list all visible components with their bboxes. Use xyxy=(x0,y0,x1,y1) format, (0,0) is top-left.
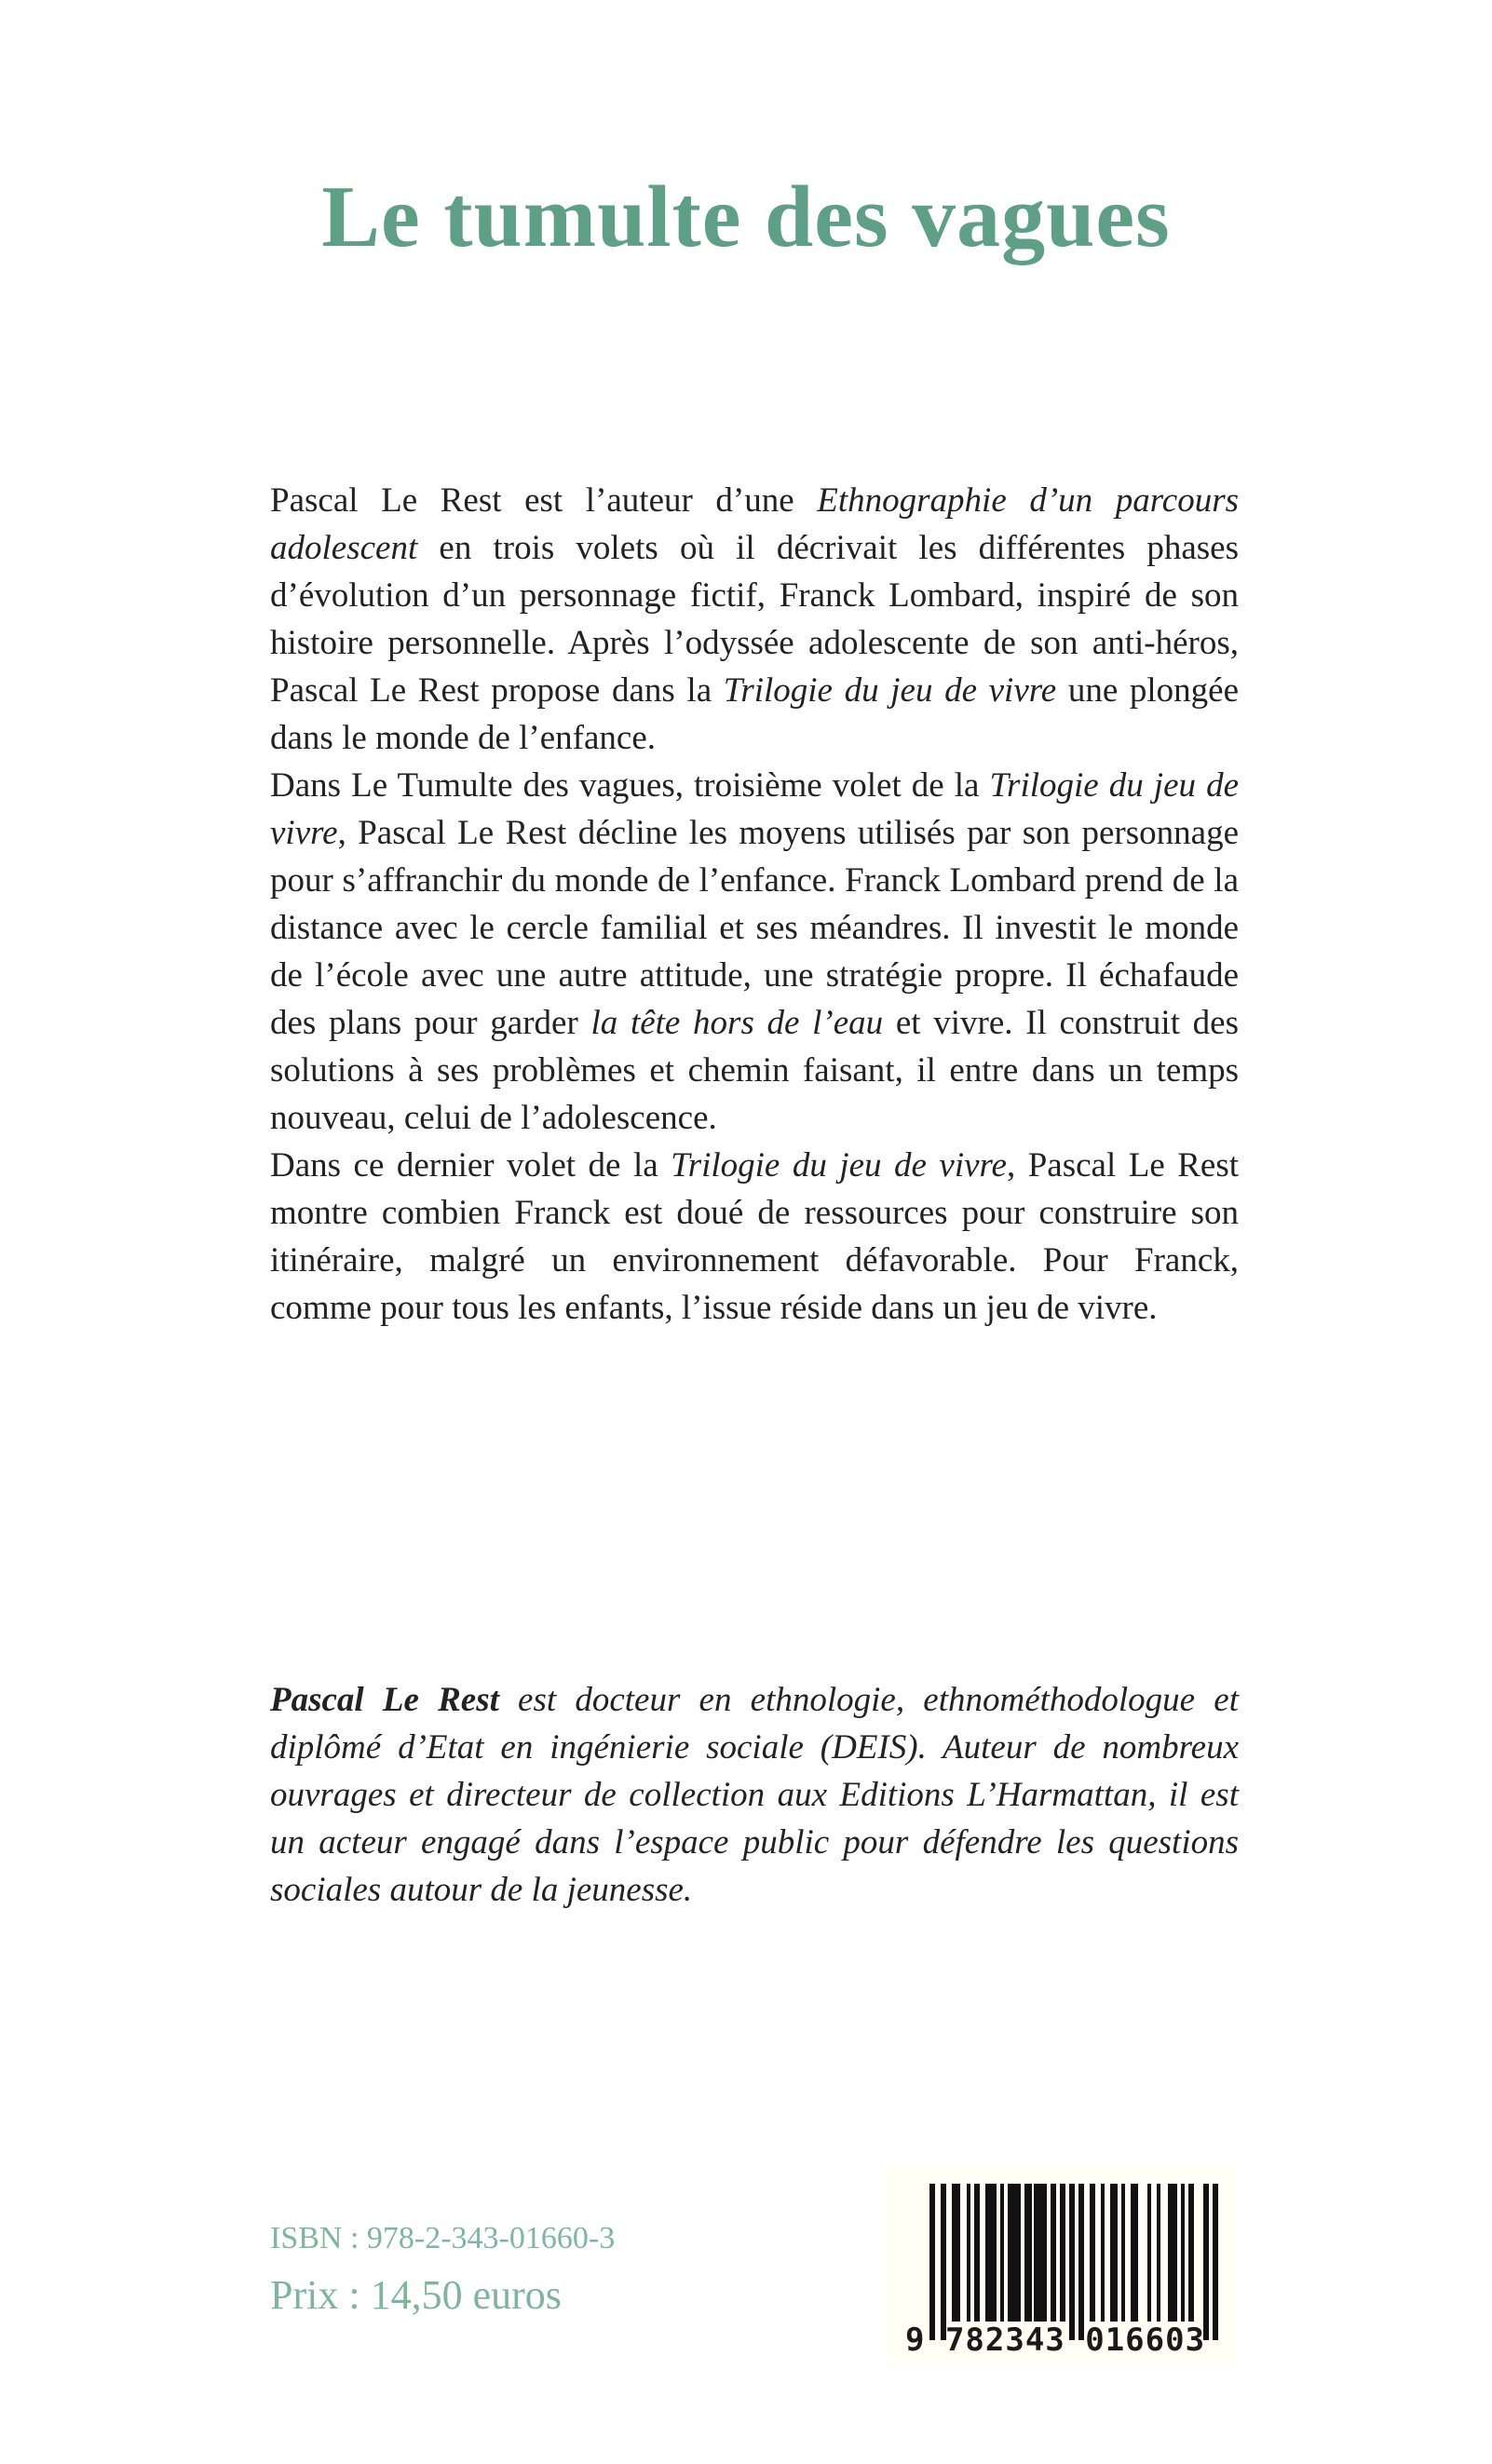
blurb-text: en trois volets où il décrivait les différentes phases d’évolution d’un personnage fictif, Franck Lombard, inspiré de son histoire personnelle. Après l’odyssée adolescente de son anti-héros, Pascal Le Rest propose dans la xyxy=(270,529,1239,710)
back-cover-blurb xyxy=(270,477,1239,1332)
barcode xyxy=(885,2167,1237,2365)
blurb-text: et vivre. Il construit des solutions à ses problèmes et chemin faisant, il entre dans un temps nouveau, celui de l’adolescence. xyxy=(270,1004,1239,1137)
book-series-title: Trilogie du jeu de vivre xyxy=(671,1146,1007,1185)
book-title: Le tumulte des vagues xyxy=(321,169,1171,265)
blurb-text: Dans Le Tumulte des vagues, troisième volet de la xyxy=(270,766,990,805)
isbn: ISBN : 978-2-343-01660-3 xyxy=(270,2221,616,2255)
blurb-text: Dans ce dernier volet de la xyxy=(270,1146,671,1185)
author-bio xyxy=(270,1676,1239,1914)
blurb-text: une plongée dans le monde de l’enfance. xyxy=(270,671,1240,757)
author-bio-text: est docteur en ethnologie, ethnométhodologue et diplômé d’Etat en ingénierie sociale (DEIS). Auteur de nombreux ouvrages et directeur de collection aux Editions L’Harmattan, il est un acteur engagé dans l’espace public pour défendre les questions sociales autour de la jeunesse. xyxy=(270,1681,1239,1909)
blurb-paragraph-3 xyxy=(270,1142,1239,1332)
blurb-text: , Pascal Le Rest décline les moyens utilisés par son personnage pour s’affranchir du monde de l’enfance. Franck Lombard prend de la distance avec le cercle familial et ses méandres. Il investit le monde de l’école avec une autre attitude, une stratégie propre. Il échafaude des plans pour garder xyxy=(270,814,1239,1042)
blurb-text: Pascal Le Rest est l’auteur d’une xyxy=(270,481,818,520)
author-name: Pascal Le Rest xyxy=(270,1681,499,1719)
blurb-text: , Pascal Le Rest montre combien Franck est doué de ressources pour construire son itinéraire, malgré un environnement défavorable. Pour Franck, comme pour tous les enfants, l’issue réside dans un jeu de vivre. xyxy=(270,1146,1240,1327)
italic-phrase: la tête hors de l’eau xyxy=(590,1004,884,1042)
ean13-barcode-icon xyxy=(929,2184,1220,2342)
book-series-title: Ethnographie d’un parcours adolescent xyxy=(270,481,1239,567)
blurb-paragraph-1 xyxy=(270,477,1239,762)
book-series-title: Trilogie du jeu de vivre xyxy=(723,671,1057,710)
book-series-title: Trilogie du jeu de vivre xyxy=(270,766,1239,852)
blurb-paragraph-2 xyxy=(270,762,1239,1142)
price: Prix : 14,50 euros xyxy=(270,2272,562,2318)
barcode-digits: 9 782343 016603 xyxy=(905,2322,1206,2359)
